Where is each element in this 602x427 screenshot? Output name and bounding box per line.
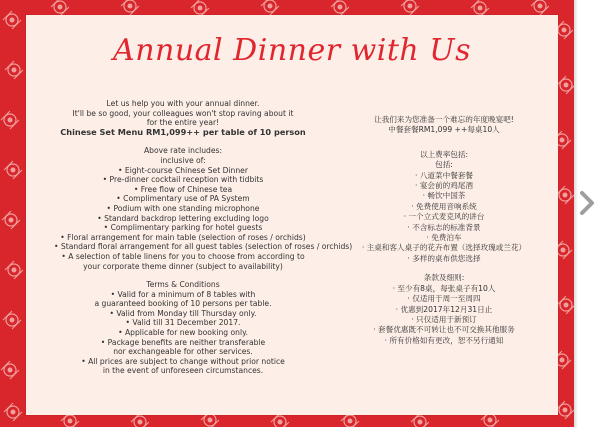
rate-item: • Free flow of Chinese tea bbox=[133, 184, 233, 194]
terms-item: a guaranteed booking of 10 persons per table. bbox=[94, 299, 272, 309]
rate-item-zh: · 八道菜中餐套餐 bbox=[415, 170, 473, 180]
terms-item: • Valid till 31 December 2017. bbox=[125, 318, 241, 328]
rate-item: • Complimentary parking for hotel guests bbox=[103, 223, 263, 233]
rate-subheader-zh: 包括: bbox=[435, 160, 453, 170]
price-line-zh: 中餐套餐RM1,099 ++每桌10人 bbox=[388, 125, 500, 135]
rate-item-zh: · 一个立式麦克风的讲台 bbox=[403, 212, 485, 222]
intro-line: for the entire year! bbox=[146, 118, 220, 128]
rate-item-zh: · 主桌和客人桌子的花卉布置（选择玫瑰或兰花） bbox=[361, 243, 527, 253]
rate-item-zh: · 宴会前的鸡尾酒 bbox=[415, 181, 473, 191]
rate-item-zh: · 畅饮中国茶 bbox=[422, 191, 466, 201]
intro-line: Let us help you with your annual dinner. bbox=[106, 99, 260, 108]
rate-subheader: inclusive of: bbox=[160, 155, 206, 165]
terms-item-zh: · 只仅适用于新预订 bbox=[411, 314, 477, 324]
terms-item-zh: · 优惠到2017年12月31日止 bbox=[395, 304, 493, 314]
rate-item: • A selection of table linens for you to choose from according to bbox=[61, 251, 305, 261]
terms-item-zh: · 仅适用于周一至周四 bbox=[407, 294, 481, 304]
terms-header-zh: 条款及细则: bbox=[423, 273, 465, 283]
rate-item: • Podium with one standing microphone bbox=[106, 203, 260, 213]
terms-item: • Applicable for new booking only. bbox=[118, 328, 248, 338]
terms-item: • All prices are subject to change without prior notice bbox=[81, 356, 285, 366]
terms-item: nor exchangeable for other services. bbox=[113, 347, 253, 357]
intro-line: It'll be so good, your colleagues won't stop raving about it bbox=[72, 108, 294, 118]
rate-item-zh: · 多样的桌布供您选择 bbox=[407, 253, 481, 263]
rate-item: • Pre-dinner cocktail reception with tidbits bbox=[102, 175, 264, 185]
terms-item: • Package benefits are neither transferable bbox=[100, 337, 266, 347]
terms-item: • Valid from Monday till Thursday only. bbox=[109, 308, 257, 318]
chevron-right-icon[interactable] bbox=[576, 189, 598, 217]
chinese-column bbox=[344, 115, 544, 346]
rate-item-zh: · 免费泊车 bbox=[426, 233, 462, 243]
terms-header: Terms & Conditions bbox=[146, 280, 220, 290]
rate-item: your corporate theme dinner (subject to availability) bbox=[83, 261, 283, 271]
rate-item-zh: · 免费使用音响系统 bbox=[411, 201, 477, 211]
terms-item-zh: · 所有价格如有更改，恕不另行通知 bbox=[384, 335, 504, 345]
rate-item: • Standard floral arrangement for all guest tables (selection of roses / orchids) bbox=[54, 242, 353, 252]
rate-item: • Floral arrangement for main table (selection of roses / orchids) bbox=[60, 232, 306, 242]
terms-item: in the event of unforeseen circumstances. bbox=[102, 366, 264, 376]
price-line: Chinese Set Menu RM1,099++ per table of 10 person bbox=[60, 126, 306, 137]
terms-item: • Valid for a minimum of 8 tables with bbox=[110, 289, 256, 299]
page-title: Annual Dinner with Us bbox=[113, 33, 471, 68]
rate-header-zh: 以上费率包括: bbox=[419, 149, 469, 159]
rate-item-zh: · 不含标志的标准背景 bbox=[407, 222, 481, 232]
intro-line-zh: 让我们来为您准备一个难忘的年度晚宴吧! bbox=[374, 115, 514, 124]
terms-item-zh: · 套餐优惠既不可转让也不可交换其他服务 bbox=[373, 325, 515, 335]
rate-item: • Eight-course Chinese Set Dinner bbox=[118, 165, 248, 175]
rate-item: • Standard backdrop lettering excluding logo bbox=[97, 213, 269, 223]
rate-header: Above rate includes: bbox=[143, 146, 223, 156]
menu-card bbox=[26, 15, 558, 415]
rate-item: • Complimentary use of PA System bbox=[116, 194, 250, 204]
terms-item-zh: · 至少有8桌，每张桌子有10人 bbox=[392, 283, 496, 293]
english-column bbox=[54, 99, 353, 376]
